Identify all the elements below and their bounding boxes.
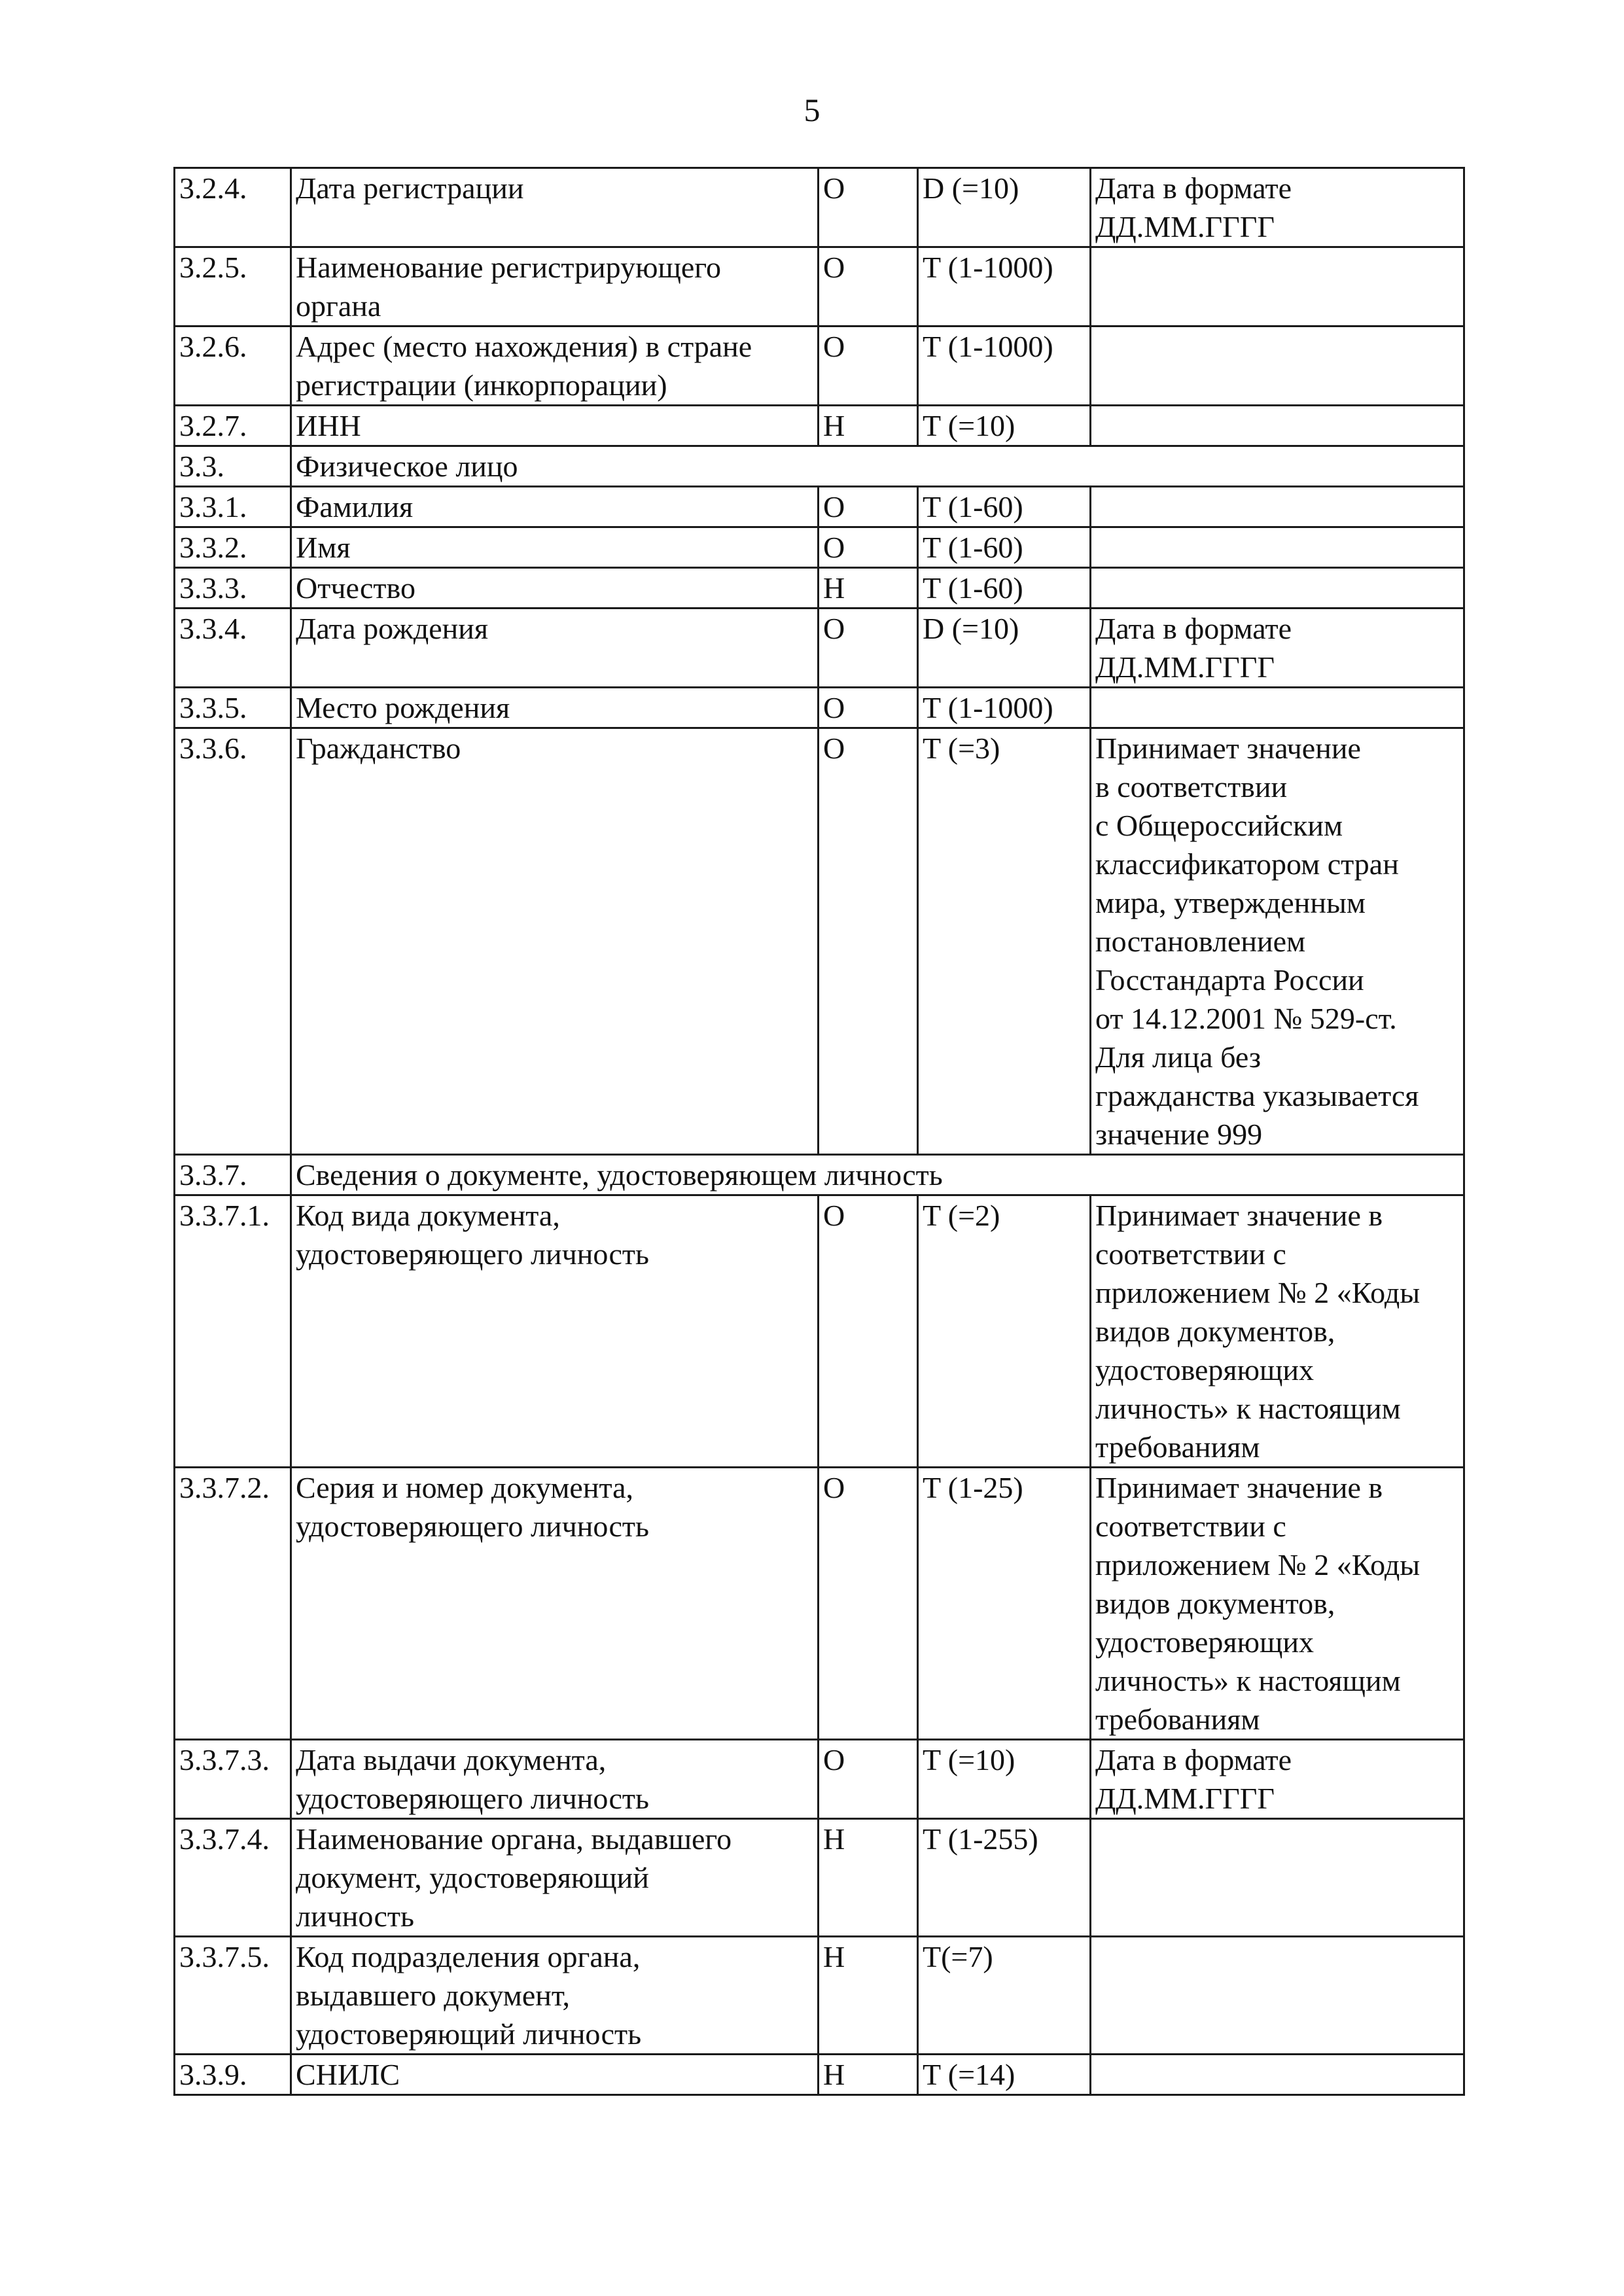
required-flag-cell: О [819,688,918,728]
page-number: 5 [803,92,821,128]
row-number-cell: 3.2.6. [175,327,291,406]
format-cell: T (1-25) [918,1468,1091,1740]
table-row [175,327,1464,406]
required-flag-cell: О [819,609,918,688]
format-cell: T (1-60) [918,527,1091,568]
format-cell: T (=2) [918,1195,1091,1468]
table-row [175,1195,1464,1468]
required-flag-cell: О [819,1740,918,1819]
table-row [175,1468,1464,1740]
field-name-cell: Наименование органа, выдавшего документ, удостоверяющий личность [291,1819,819,1937]
field-name-cell: Код подразделения органа, выдавшего документ, удостоверяющий личность [291,1937,819,2055]
table-row [175,609,1464,688]
field-name-cell: Фамилия [291,487,819,527]
field-name-cell: Имя [291,527,819,568]
note-cell [1091,1937,1464,2055]
required-flag-cell: О [819,1195,918,1468]
table-row [175,2055,1464,2095]
format-cell: T (=3) [918,728,1091,1155]
format-cell: T (1-1000) [918,688,1091,728]
field-name-cell: Наименование регистрирующего органа [291,247,819,327]
format-cell: D (=10) [918,609,1091,688]
field-name-cell: Код вида документа, удостоверяющего личность [291,1195,819,1468]
note-cell [1091,688,1464,728]
note-cell [1091,527,1464,568]
note-cell [1091,406,1464,446]
field-name-cell: Адрес (место нахождения) в стране регистрации (инкорпорации) [291,327,819,406]
row-number-cell: 3.3.6. [175,728,291,1155]
table-row [175,1740,1464,1819]
note-cell: Дата в формате ДД.ММ.ГГГГ [1091,609,1464,688]
row-number-cell: 3.2.7. [175,406,291,446]
required-flag-cell: Н [819,406,918,446]
field-name-cell: Отчество [291,568,819,609]
required-flag-cell: О [819,327,918,406]
field-name-cell: Серия и номер документа, удостоверяющего личность [291,1468,819,1740]
row-number-cell: 3.2.5. [175,247,291,327]
section-row [175,446,1464,487]
note-cell: Дата в формате ДД.ММ.ГГГГ [1091,168,1464,247]
required-flag-cell: О [819,1468,918,1740]
section-row [175,1155,1464,1195]
note-cell: Дата в формате ДД.ММ.ГГГГ [1091,1740,1464,1819]
note-cell [1091,568,1464,609]
section-title-cell: Сведения о документе, удостоверяющем личность [291,1155,1464,1195]
format-cell: T (=10) [918,1740,1091,1819]
field-name-cell: Место рождения [291,688,819,728]
row-number-cell: 3.3.7.1. [175,1195,291,1468]
field-name-cell: Гражданство [291,728,819,1155]
note-cell: Принимает значение в соответствии с приложением № 2 «Коды видов документов, удостоверяющих личность» к настоящим требованиям [1091,1195,1464,1468]
row-number-cell: 3.3.2. [175,527,291,568]
required-flag-cell: О [819,728,918,1155]
format-cell: T (1-60) [918,568,1091,609]
note-cell [1091,487,1464,527]
required-flag-cell: О [819,487,918,527]
field-name-cell: ИНН [291,406,819,446]
required-flag-cell: Н [819,1819,918,1937]
format-cell: T (1-60) [918,487,1091,527]
table-row [175,1937,1464,2055]
format-cell: T (=10) [918,406,1091,446]
note-cell: Принимает значение в соответствии с Общероссийским классификатором стран мира, утвержденным постановлением Госстандарта России от 14.12.2001 № 529-ст. Для лица без гражданства указывается значение 999 [1091,728,1464,1155]
table-row [175,527,1464,568]
row-number-cell: 3.3. [175,446,291,487]
row-number-cell: 3.3.9. [175,2055,291,2095]
format-cell: T(=7) [918,1937,1091,2055]
note-cell [1091,247,1464,327]
row-number-cell: 3.3.7.2. [175,1468,291,1740]
table-row [175,728,1464,1155]
note-cell: Принимает значение в соответствии с приложением № 2 «Коды видов документов, удостоверяющих личность» к настоящим требованиям [1091,1468,1464,1740]
table-row [175,568,1464,609]
required-flag-cell: О [819,168,918,247]
table-row [175,168,1464,247]
table-row [175,487,1464,527]
row-number-cell: 3.2.4. [175,168,291,247]
format-cell: D (=10) [918,168,1091,247]
section-title-cell: Физическое лицо [291,446,1464,487]
required-flag-cell: О [819,527,918,568]
row-number-cell: 3.3.4. [175,609,291,688]
row-number-cell: 3.3.7.4. [175,1819,291,1937]
format-cell: T (1-1000) [918,247,1091,327]
note-cell [1091,2055,1464,2095]
table-row [175,406,1464,446]
row-number-cell: 3.3.5. [175,688,291,728]
row-number-cell: 3.3.7.5. [175,1937,291,2055]
table-row [175,247,1464,327]
row-number-cell: 3.3.3. [175,568,291,609]
table-row [175,688,1464,728]
row-number-cell: 3.3.7.3. [175,1740,291,1819]
format-cell: T (1-1000) [918,327,1091,406]
requirements-table [173,167,1465,2096]
table-row [175,1819,1464,1937]
required-flag-cell: Н [819,2055,918,2095]
field-name-cell: Дата регистрации [291,168,819,247]
required-flag-cell: О [819,247,918,327]
format-cell: T (=14) [918,2055,1091,2095]
note-cell [1091,327,1464,406]
field-name-cell: СНИЛС [291,2055,819,2095]
required-flag-cell: Н [819,568,918,609]
field-name-cell: Дата рождения [291,609,819,688]
table-body [175,168,1464,2095]
field-name-cell: Дата выдачи документа, удостоверяющего личность [291,1740,819,1819]
note-cell [1091,1819,1464,1937]
row-number-cell: 3.3.7. [175,1155,291,1195]
row-number-cell: 3.3.1. [175,487,291,527]
required-flag-cell: Н [819,1937,918,2055]
format-cell: T (1-255) [918,1819,1091,1937]
